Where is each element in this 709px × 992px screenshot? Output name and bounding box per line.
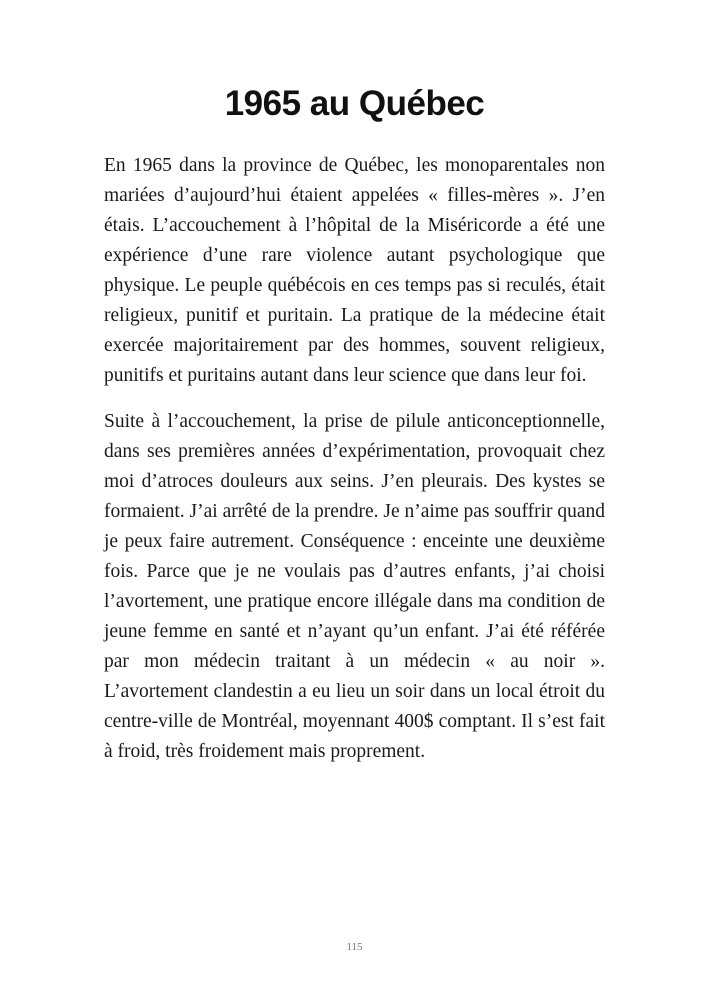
- page-number: 115: [346, 941, 363, 953]
- paragraph-1: En 1965 dans la province de Québec, les monoparentales non mariées d’aujourd’hui étaient appelées « filles-mères ». J’en étais. L’accouchement à l’hôpital de la Miséricorde a été une expérience d’une rare violence autant psychologique que physique. Le peuple québécois en ces temps pas si reculés, était religieux, punitif et puritain. La pratique de la médecine était exercée majoritairement par des hommes, souvent religieux, punitifs et puritains autant dans leur science que dans leur foi.: [104, 155, 605, 386]
- paragraph-2: Suite à l’accouchement, la prise de pilule anticonceptionnelle, dans ses premières années d’expérimentation, provoquait chez moi d’atroces douleurs aux seins. J’en pleurais. Des kystes se formaient. J’ai arrêté de la prendre. Je n’aime pas souffrir quand je peux faire autrement. Conséquence : enceinte une deuxième fois. Parce que je ne voulais pas d’autres enfants, j’ai choisi l’avortement, une pratique encore illégale dans ma condition de jeune femme en santé et n’ayant qu’un enfant. J’ai été référée par mon médecin traitant à un médecin « au noir ». L’avortement clandestin a eu lieu un soir dans un local étroit du centre-ville de Montréal, moyennant 400$ comptant. Il s’est fait à froid, très froidement mais proprement.: [104, 411, 606, 762]
- chapter-title: 1965 au Québec: [224, 84, 485, 123]
- body-text: [104, 151, 605, 783]
